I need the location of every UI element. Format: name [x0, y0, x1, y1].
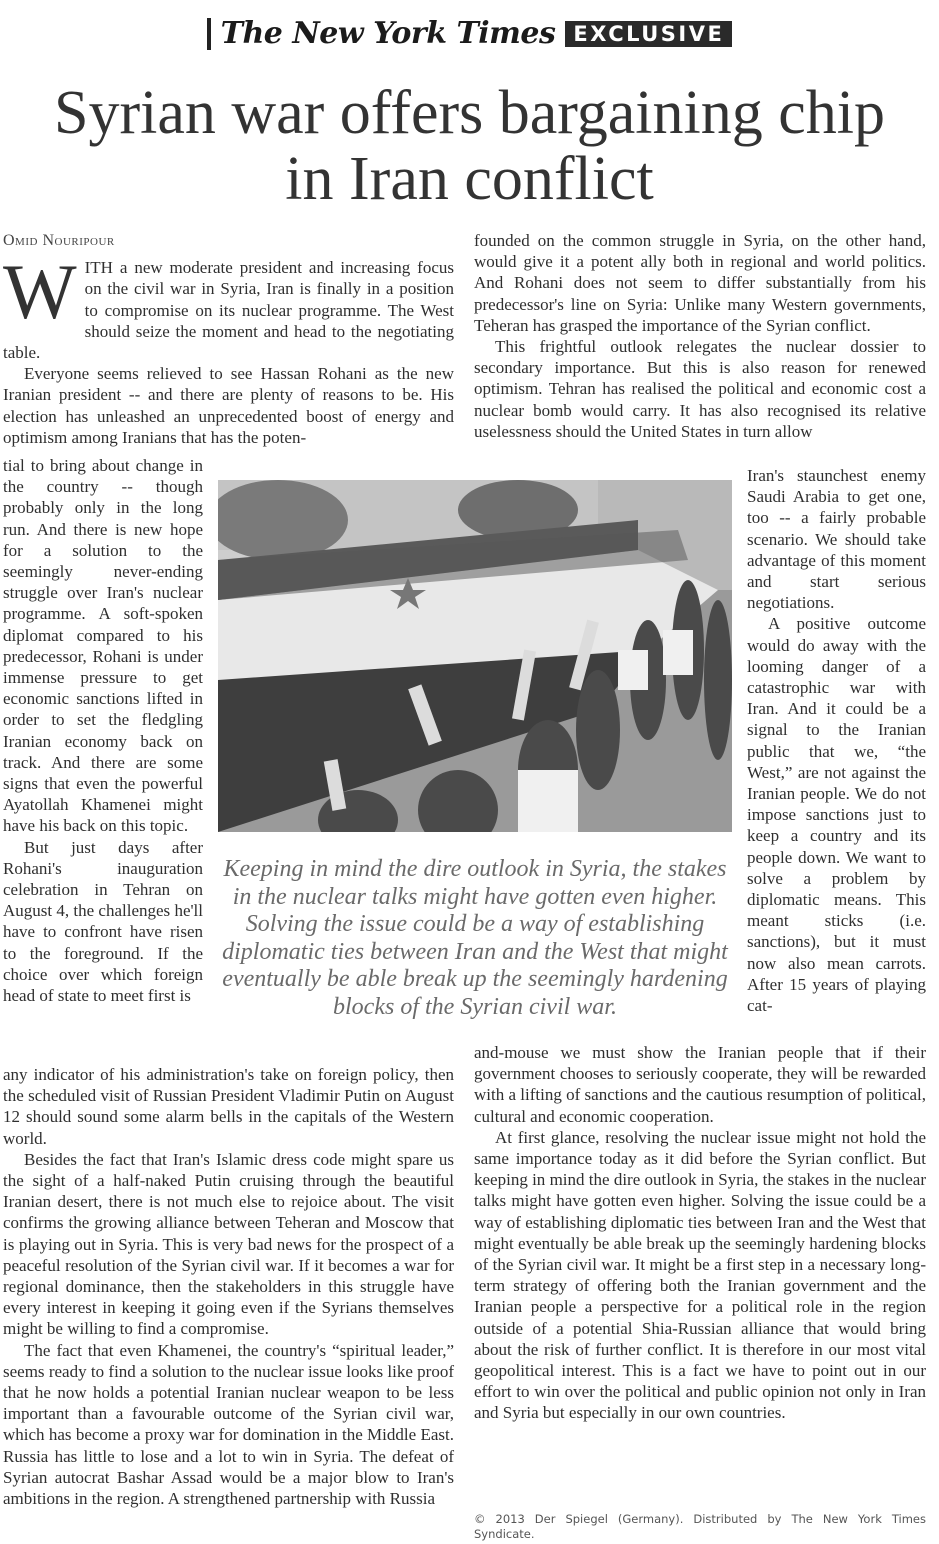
protest-flag-illustration [218, 480, 732, 832]
paragraph: tial to bring about change in the country -- though probably only in the long run. And there is new hope for a solution to the seemingly never-ending struggle over Iran's nuclear programme. A soft-spoken diplomat compared to his predecessor, Rohani is under immense pressure to get economic sanctions lifted in order to set the fledgling Iranian economy back on track. And there are some signs that even the powerful Ayatollah Khamenei might have his back on this topic. [3, 456, 203, 836]
byline: Omid Nouripour [3, 232, 115, 249]
publication-logo: The New York Times [220, 16, 556, 51]
headline: Syrian war offers bargaining chip in Iran conflict [53, 79, 886, 213]
paragraph: and-mouse we must show the Iranian people that if their government chooses to seriously cooperate, they will be rewarded with a lifting of sanctions and the cautious resumption of political, cultural and economic cooperation. [474, 1043, 926, 1126]
pull-quote: Keeping in mind the dire outlook in Syria, the stakes in the nuclear talks might have gotten even higher. Solving the issue could be a way of establishing diplomatic ties between Iran and the West that might eventually be able break up the seemingly hardening blocks of the Syrian civil war. [222, 856, 728, 1020]
paragraph: This frightful outlook relegates the nuclear dossier to secondary importance. But this is also reason for renewed optimism. Tehran has realised the political and economic cost a nuclear bomb would carry. It has also recognised its relative uselessness should the United States in turn allow [474, 337, 926, 441]
paragraph: At first glance, resolving the nuclear issue might not hold the same importance today as it did before the Syrian conflict. But keeping in mind the dire outlook in Syria, the stakes in the nuclear talks might have gotten even higher. Solving the issue could be a way of establishing diplomatic ties between Iran and the West that might eventually be able break up the seemingly hardening blocks of the Syrian civil war. It might be a first step in a necessary long-term strategy of offering both the Iranian government and the Iranian people a perspective for a political role in the region outside of a potential Shia-Russian alliance that would bring about the risk of further conflict. It is therefore in our most vital geopolitical interest. This is a fact we have to point out in our effort to win over the political and public opinion not only in Iran and Syria but especially in our own countries. [474, 1127, 926, 1423]
paragraph: A positive outcome would do away with the looming danger of a catastrophic war with Iran. And it could be a signal to the Iranian public that we, “the West,” are not against the Iranian people. We do not impose sanctions just to keep a country and its people down. We want to solve a problem by diplomatic means. This meant sticks (i.e. sanctions), but it must now also mean carrots. After 15 years of playing cat- [747, 614, 926, 1016]
news-photo [218, 480, 732, 832]
paragraph: any indicator of his administration's take on foreign policy, then the scheduled visit of Russian President Vladimir Putin on August 12 should sound some alarm bells in the capitals of the Western world. [3, 1065, 454, 1148]
left-column-narrow [3, 455, 203, 1006]
lead-paragraph: WITH a new moderate president and increasing focus on the civil war in Syria, Iran is finally in a position to compromise on its nuclear programme. The West should seize the moment and head to the negotiating table. [3, 248, 454, 363]
paragraph: Iran's staunchest enemy Saudi Arabia to get one, too -- a fairly probable scenario. We should take advantage of this moment and start serious negotiations. [747, 466, 926, 613]
right-column-narrow [747, 465, 926, 1016]
exclusive-badge: EXCLUSIVE [565, 21, 732, 47]
left-column-lower [3, 1064, 454, 1509]
paragraph: Everyone seems relieved to see Hassan Rohani as the new Iranian president -- and there are plenty of reasons to be. His election has unleashed an unprecedented boost of energy and optimism among Iranians that has the poten- [3, 364, 454, 447]
left-column-top [3, 230, 454, 448]
masthead [0, 16, 939, 51]
right-column-top [474, 230, 926, 442]
drop-cap: W [3, 248, 77, 336]
right-column-bottom [474, 1042, 926, 1424]
paragraph: The fact that even Khamenei, the country's “spiritual leader,” seems ready to find a solution to the nuclear issue looks like proof that he now holds a potential Iranian nuclear weapon to be less important than a favourable outcome of the Syrian civil war, which has become a proxy war for domination in the Middle East. Russia has little to lose and a lot to win in Syria. The defeat of Syrian autocrat Bashar Assad would be a major blow to Iran's ambitions in the region. A strengthened partnership with Russia [3, 1340, 454, 1509]
copyright-credit: © 2013 Der Spiegel (Germany). Distributed by The New York Times Syndicate. [474, 1512, 926, 1541]
paragraph: But just days after Rohani's inauguration celebration in Tehran on August 4, the challenges he'll have to confront have risen to the foreground. If the choice over which foreign head of state to meet first is [3, 837, 203, 1006]
masthead-divider [207, 18, 211, 50]
paragraph: Besides the fact that Iran's Islamic dress code might spare us the sight of a half-naked Putin cruising through the beautiful Iranian desert, there is not much else to rejoice about. The visit confirms the growing alliance between Teheran and Moscow that is playing out in Syria. This is very bad news for the prospect of a peaceful resolution of the Syrian civil war. If it becomes a war for regional dominance, then the stakeholders in this struggle have every interest in keeping it going even if the Syrians themselves might be willing to find a compromise. [3, 1149, 454, 1339]
paragraph: founded on the common struggle in Syria, on the other hand, would give it a potent ally both in regional and world politics. And Rohani does not seem to differ substantially from his predecessor's line on Syria: Unlike many Western governments, Teheran has grasped the importance of the Syrian conflict. [474, 231, 926, 335]
